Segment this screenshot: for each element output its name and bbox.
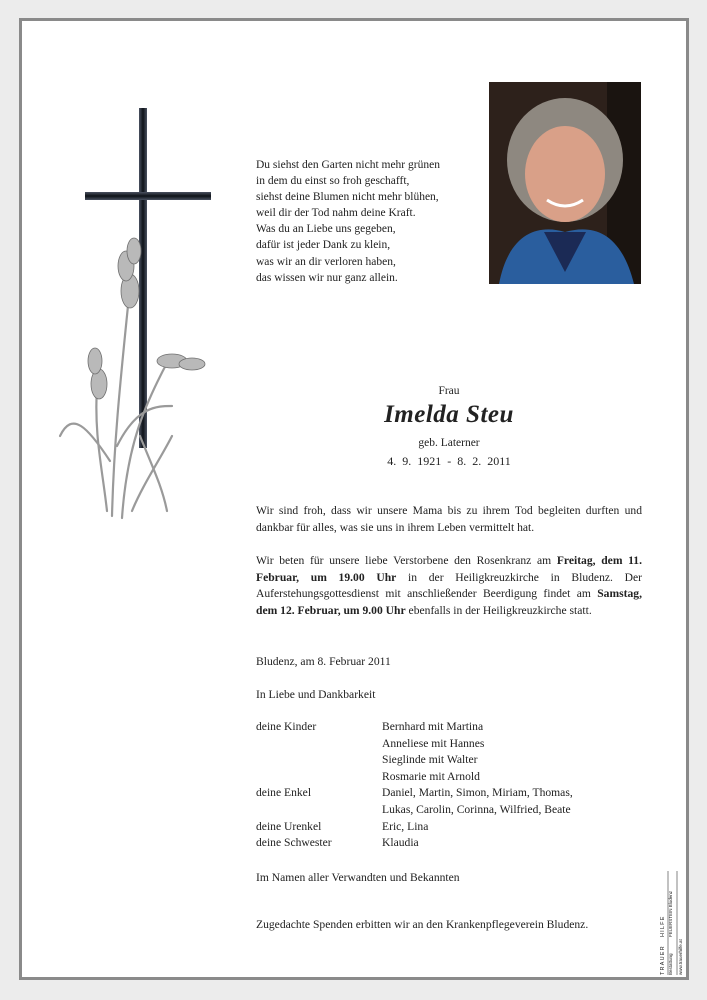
logo-company: FEUERSTEIN Bludenz: [668, 890, 673, 937]
salutation: Frau: [438, 385, 460, 397]
poem-line: das wissen wir nur ganz allein.: [256, 271, 398, 284]
closing-line: In Liebe und Dankbarkeit: [256, 688, 376, 701]
donations-note: Zugedachte Spenden erbitten wir an den Krankenpflegeverein Bludenz.: [256, 918, 589, 931]
family-name: Sieglinde mit Walter: [382, 753, 478, 767]
family-row: [256, 835, 656, 852]
logo-sub: Bestattung: [668, 953, 673, 975]
deceased-name: Imelda Steu: [384, 401, 514, 428]
place-date: Bludenz, am 8. Februar 2011: [256, 655, 391, 668]
poem-line: was wir an dir verloren haben,: [256, 255, 396, 268]
portrait-photo: [489, 82, 641, 284]
family-row: [256, 719, 656, 785]
service-text: ebenfalls in der Heiligkreuzkirche statt.: [405, 603, 592, 617]
rosary-date: Freitag, dem 11. Februar, um 19.00 Uhr: [256, 554, 642, 584]
family-row: [256, 819, 656, 836]
portrait-image: [489, 82, 641, 284]
gratitude-paragraph: Wir sind froh, dass wir unsere Mama bis zu ihrem Tod begleiten durften und dankbar für alles, was sie uns in ihrem Leben vermittelt hat.: [256, 504, 642, 534]
logo-brand-a: TRAUER: [660, 945, 666, 975]
relatives-note: Im Namen aller Verwandten und Bekannten: [256, 871, 460, 884]
family-label: deine Kinder: [256, 720, 317, 733]
poem-line: Was du an Liebe uns gegeben,: [256, 223, 396, 236]
family-label: deine Urenkel: [256, 819, 322, 833]
poem-line: siehst deine Blumen nicht mehr blühen,: [256, 191, 439, 204]
family-label: deine Schwester: [256, 836, 332, 850]
family-names: [382, 785, 573, 818]
funeral-date: Samstag, dem 12. Februar, um 9.00 Uhr: [256, 587, 642, 617]
funeral-home-logo-graphic: [658, 869, 686, 977]
death-date: 8. 2. 2011: [457, 454, 511, 468]
poem-line: weil dir der Tod nahm deine Kraft.: [256, 207, 416, 220]
logo-brand-b: HILFE: [660, 915, 666, 937]
family-names: [382, 819, 428, 836]
service-text: in der Heiligkreuzkirche in Bludenz. Der Auferstehungsgottesdienst mit anschließender Beerdigung findet am: [256, 570, 642, 600]
family-name: Daniel, Martin, Simon, Miriam, Thomas,: [382, 786, 573, 800]
family-name: Rosmarie mit Arnold: [382, 769, 480, 783]
family-name: Eric, Lina: [382, 819, 429, 833]
poem-line: Du siehst den Garten nicht mehr grünen: [256, 159, 440, 171]
family-name: Klaudia: [382, 836, 419, 850]
poem: [256, 157, 486, 286]
family-name: Bernhard mit Martina: [382, 720, 484, 733]
family-names: [382, 835, 419, 852]
family-list: [256, 719, 656, 852]
service-paragraph: [256, 553, 642, 619]
logo-url: www.trauerhilfe.at: [678, 939, 683, 975]
family-name: Lukas, Carolin, Corinna, Wilfried, Beate: [382, 802, 571, 816]
family-row: [256, 785, 656, 818]
obituary-page: [19, 18, 689, 980]
poem-line: dafür ist jeder Dank zu klein,: [256, 239, 391, 252]
date-separator: -: [447, 454, 452, 468]
birth-date: 4. 9. 1921: [387, 454, 442, 468]
cross-with-wheat-icon: [52, 106, 222, 526]
poem-line: in dem du einst so froh geschafft,: [256, 175, 410, 188]
family-name: Anneliese mit Hannes: [382, 736, 485, 750]
funeral-home-logo: [658, 869, 686, 977]
family-names: [382, 719, 484, 785]
birth-name: geb. Laterner: [418, 437, 480, 449]
life-dates: [256, 454, 642, 469]
service-text: Wir beten für unsere liebe Verstorbene den Rosenkranz am: [256, 554, 557, 567]
family-label: deine Enkel: [256, 786, 312, 800]
